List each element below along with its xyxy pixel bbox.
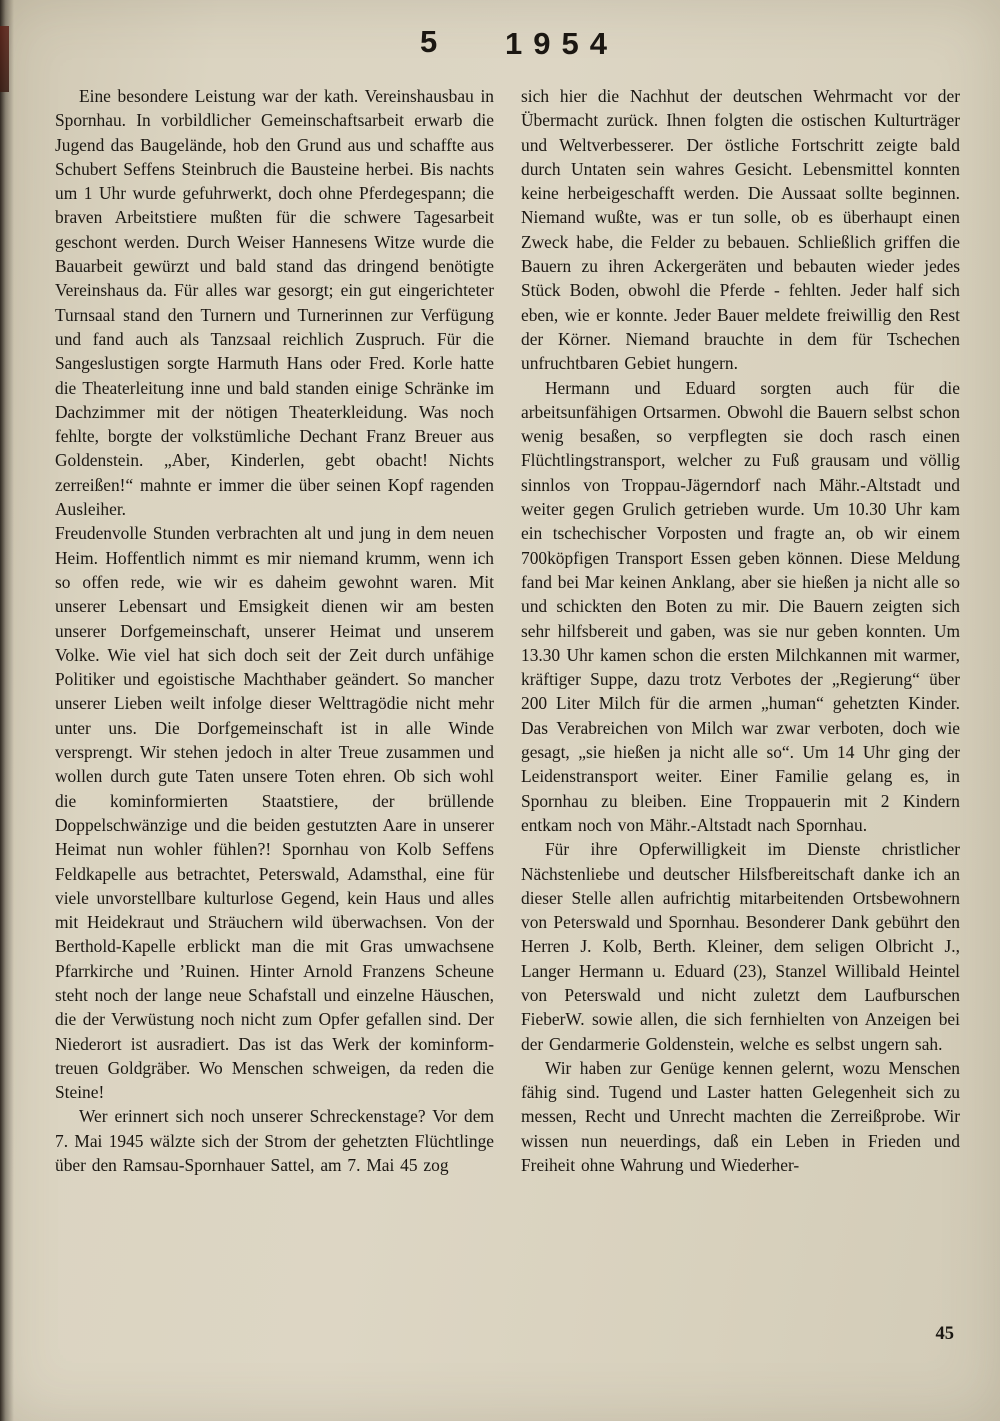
page-content	[55, 84, 960, 1177]
paragraph: Eine besondere Leistung war der kath. Vereinshausbau in Spornhau. In vorbildlicher Gemeinschaftsarbeit erwarb die Jugend das Baugelände, hob den Grund aus und schaffte aus Schubert Seffens Steinbruch die Bausteine herbei. Bis nachts um 1 Uhr wurde gefuhrwerkt, doch ohne Pferdegespann; die braven Arbeitstiere mußten für die schwere Tagesarbeit geschont werden. Durch Weiser Hannesens Witze wurde die Bauarbeit gewürzt und bald stand das dringend benötigte Vereinshaus da. Für alles war gesorgt; ein gut eingerichteter Turnsaal stand den Turnern und Turnerinnen zur Verfügung und fand auch als Tanzsaal reichlich Zuspruch. Für die Sangeslustigen sorgte Harmuth Hans oder Fred. Korle hatte die Theaterleitung inne und bald standen einige Schränke im Dachzimmer mit der nötigen Theaterkleidung. Was noch fehlte, borgte der volkstümliche Dechant Franz Breuer aus Goldenstein. „Aber, Kinderlen, gebt obacht! Nichts zerreißen!“ mahnte er immer die über seinen Kopf ragenden Ausleiher.	[55, 86, 494, 520]
paragraph: Freudenvolle Stunden verbrachten alt und jung in dem neuen Heim. Hoffentlich nimmt es mir niemand krumm, wenn ich so offen rede, wie wir es daheim gewohnt waren. Mit unserer Lebensart und Emsigkeit dienen wir am besten unserer Dorfgemeinschaft, unserer Heimat und unserem Volke. Wie viel hat sich doch seit der Zeit durch unfähige Politiker und egoistische Machthaber geändert. So mancher unserer Lieben weilt infolge dieser Welttragödie nicht mehr unter uns. Die Dorfgemeinschaft ist in alle Winde versprengt. Wir stehen jedoch in alter Treue zusammen und wollen durch gute Taten unsere Toten ehren. Ob sich wohl die kominformierten Staatstiere, der brüllende Doppelschwänzige und die beiden gestutzten Aare in unserer Heimat nun wohler fühlen?! Spornhau von Kolb Seffens Feldkapelle aus betrachtet, Peterswald, Adamsthal, eine für viele unvorstellbare kulturlose Gegend, kein Haus und alles mit Heidekraut und Sträuchern wild überwachsen. Von der Berthold-Kapelle erblickt man die mit Gras umwachsene Pfarrkirche und ’Ruinen. Hinter Arnold Franzens Scheune steht noch der lange neue Schafstall und einzelne Häuschen, die der Verwüstung noch nicht zum Opfer gefallen sind. Der Niederort ist ausradiert. Das ist das Werk der kominform-treuen Goldgräber. Wo Menschen schweigen, da reden die Steine!	[55, 523, 494, 1103]
paragraph: Wer erinnert sich noch unserer Schreckenstage? Vor dem 7. Mai 1945 wälzte sich der Strom der gehetzten Flüchtlinge über den Ramsau-Spornhauer Sattel, am 7. Mai 45 zog	[55, 1106, 494, 1176]
paragraph: Wir haben zur Genüge kennen gelernt, wozu Menschen fähig sind. Tugend und Laster hatten Gelegenheit sich zu messen, Recht und Unrecht machten die Zerreißprobe. Wir wissen nun neuerdings, daß ein Leben in Frieden und Freiheit ohne Wahrung und Wiederher-	[521, 1057, 960, 1176]
issue-number: 5	[420, 24, 439, 59]
left-column	[55, 84, 494, 1177]
right-column	[521, 84, 960, 1177]
year-heading: 1954	[505, 26, 618, 61]
scan-edge-shadow	[0, 0, 14, 1421]
paragraph: Für ihre Opferwilligkeit im Dienste christlicher Nächstenliebe und deutscher Hilsfbereitschaft danke ich an dieser Stelle allen aufrichtig mitarbeitenden Ortsbewohnern von Peterswald und Spornhau. Besonderer Dank gebührt den Herren J. Kolb, Berth. Kleiner, dem seligen Olbricht J., Langer Hermann u. Eduard (23), Stanzel Willibald Heintel von Peterswald und nicht zuletzt dem Laufburschen FieberW. sowie allen, die sich fernhielten von Anzeigen bei der Gendarmerie Goldenstein, welche es selbst ungern sah.	[521, 839, 960, 1054]
page-number: 45	[935, 1324, 954, 1344]
paragraph: sich hier die Nachhut der deutschen Wehrmacht vor der Übermacht zurück. Ihnen folgten die ostischen Kulturträger und Weltverbesserer. Der östliche Fortschritt zeigte bald durch Untaten sein wahres Gesicht. Lebensmittel konnten keine herbeigeschafft werden. Die Aussaat sollte beginnen. Niemand wußte, was er tun solle, ob es überhaupt einen Zweck habe, die Felder zu bebauen. Schließlich griffen die Bauern zu ihren Ackergeräten und bebauten wieder jedes Stück Boden, obwohl die Pferde - fehlten. Jeder half sich eben, wie er konnte. Jeder Bauer meldete freiwillig den Rest der Körner. Niemand brauchte in dem für Tschechen unfruchtbaren Gebiet hungern.	[521, 86, 960, 374]
paragraph: Hermann und Eduard sorgten auch für die arbeitsunfähigen Ortsarmen. Obwohl die Bauern selbst schon wenig besaßen, so verpflegten sie doch rasch einen Flüchtlingstransport, welcher zu Fuß grausam und völlig sinnlos von Troppau-Jägerndorf nach Mähr.-Altstadt und weiter gegen Grulich getrieben wurde. Um 10.30 Uhr kam ein tschechischer Vorposten und fragte an, ob wir einem 700köpfigen Transport Essen geben können. Diese Meldung fand bei Mar keinen Anklang, aber sie hießen ja nicht alle so und schickten den Boten zu mir. Die Bauern zeigten sich sehr hilfsbereit und gaben, was sie nur geben konnten. Um 13.30 Uhr kamen schon die ersten Milchkannen mit warmer, kräftiger Suppe, dazu trotz Verbotes der „Regierung“ über 200 Liter Milch für die armen „human“ gehetzten Kinder. Das Verabreichen von Milch war zwar verboten, doch wie gesagt, „sie hießen ja nicht alle so“. Um 14 Uhr ging der Leidenstransport weiter. Einer Familie gelang es, in Spornhau zu bleiben. Eine Troppauerin mit 2 Kindern entkam noch von Mähr.-Altstadt nach Spornhau.	[521, 377, 960, 835]
page-header	[0, 24, 1000, 68]
